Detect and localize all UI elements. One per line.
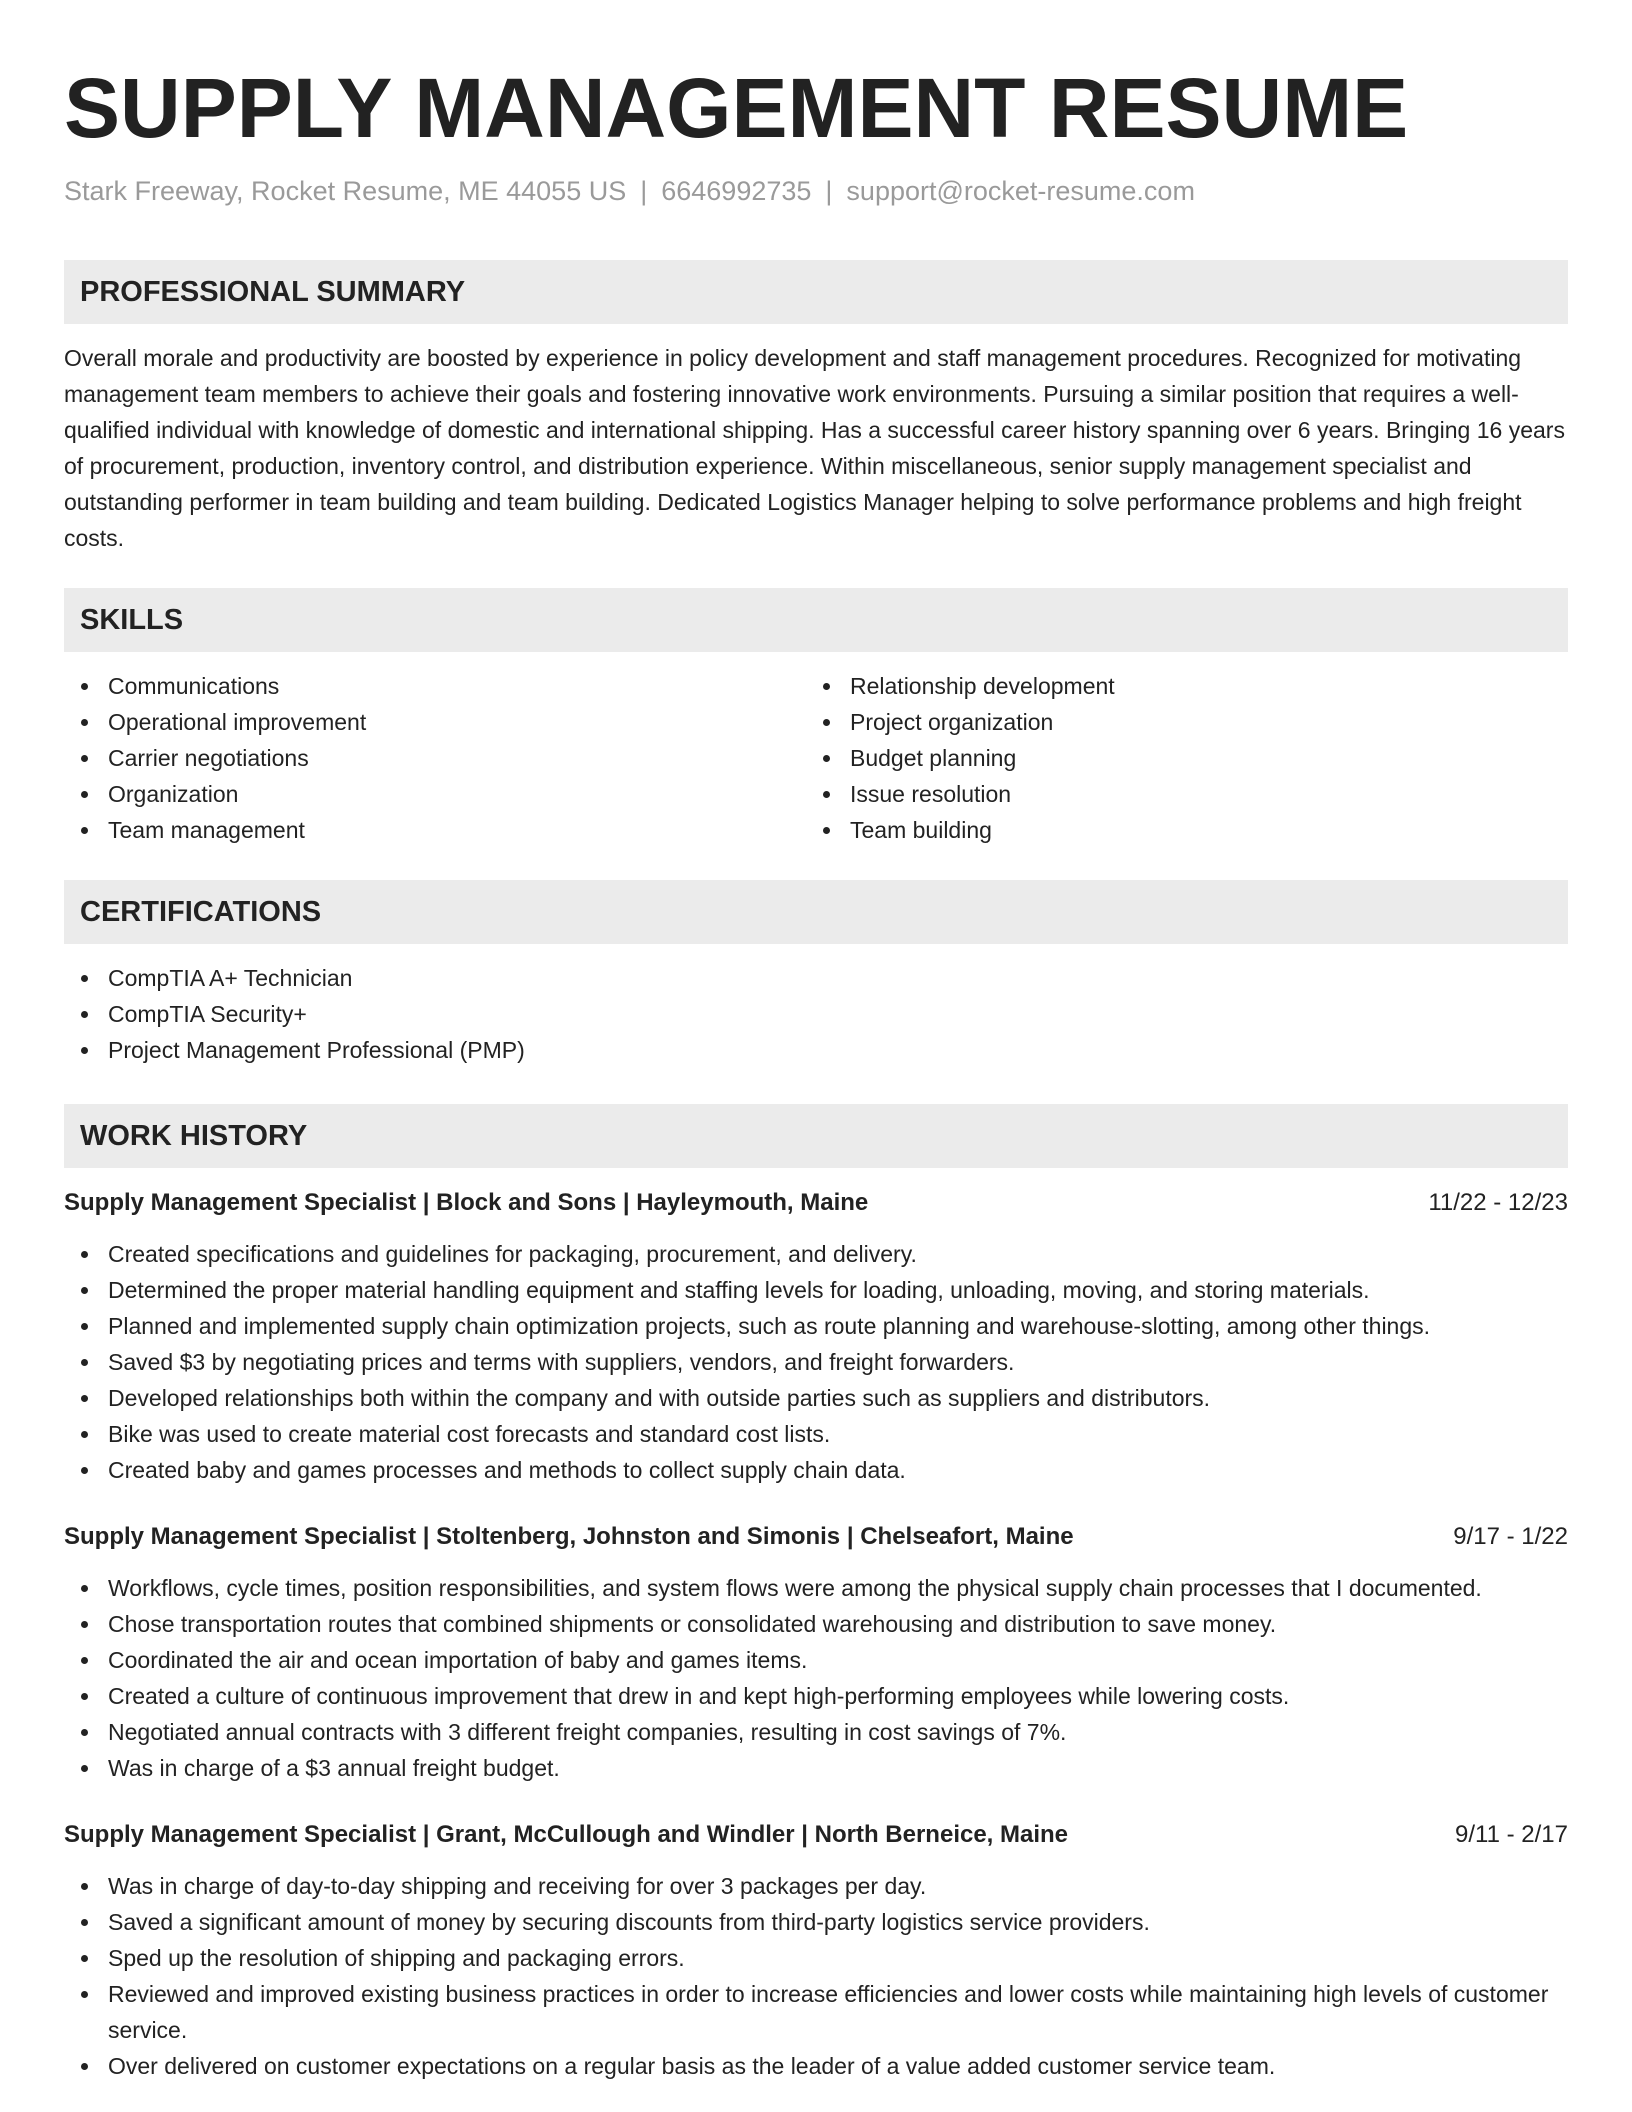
job-bullet: Was in charge of a $3 annual freight budget. [64, 1750, 1568, 1786]
job-bullet: Saved $3 by negotiating prices and terms with suppliers, vendors, and freight forwarders. [64, 1344, 1568, 1380]
job-bullet: Negotiated annual contracts with 3 different freight companies, resulting in cost savings of 7%. [64, 1714, 1568, 1750]
job-entry [64, 1818, 1568, 2084]
skill-item: Issue resolution [806, 776, 1548, 812]
job-bullet: Created specifications and guidelines for packaging, procurement, and delivery. [64, 1236, 1568, 1272]
job-header [64, 1520, 1568, 1554]
job-bullet: Sped up the resolution of shipping and packaging errors. [64, 1940, 1568, 1976]
job-bullet: Determined the proper material handling equipment and staffing levels for loading, unloading, moving, and storing materials. [64, 1272, 1568, 1308]
job-bullet-list [64, 1236, 1568, 1488]
job-entry [64, 1186, 1568, 1488]
skill-item: Operational improvement [64, 704, 806, 740]
certification-item: CompTIA A+ Technician [64, 960, 1568, 996]
job-bullet: Developed relationships both within the company and with outside parties such as suppliers and distributors. [64, 1380, 1568, 1416]
contact-email: support@rocket-resume.com [846, 176, 1195, 206]
section-heading-work-history: WORK HISTORY [64, 1104, 1568, 1168]
skill-item: Team building [806, 812, 1548, 848]
job-bullet: Saved a significant amount of money by securing discounts from third-party logistics service providers. [64, 1904, 1568, 1940]
skill-item: Communications [64, 668, 806, 704]
contact-phone: 6646992735 [661, 176, 812, 206]
job-bullet-list [64, 1570, 1568, 1786]
section-heading-certifications: CERTIFICATIONS [64, 880, 1568, 944]
skill-item: Budget planning [806, 740, 1548, 776]
certification-item: Project Management Professional (PMP) [64, 1032, 1568, 1068]
contact-separator: | [825, 176, 833, 206]
contact-line [64, 174, 1568, 208]
job-bullet-list [64, 1868, 1568, 2084]
job-title: Supply Management Specialist | Stoltenberg, Johnston and Simonis | Chelseafort, Maine [64, 1523, 1074, 1550]
job-dates: 11/22 - 12/23 [1428, 1189, 1568, 1216]
job-bullet: Reviewed and improved existing business practices in order to increase efficiencies and lower costs while maintaining high levels of customer service. [64, 1976, 1568, 2048]
job-bullet: Over delivered on customer expectations on a regular basis as the leader of a value added customer service team. [64, 2048, 1568, 2084]
job-dates: 9/17 - 1/22 [1453, 1523, 1568, 1550]
job-entry [64, 1520, 1568, 1786]
certification-item: CompTIA Security+ [64, 996, 1568, 1032]
job-bullet: Created baby and games processes and methods to collect supply chain data. [64, 1452, 1568, 1488]
job-dates: 9/11 - 2/17 [1455, 1821, 1568, 1848]
skill-item: Carrier negotiations [64, 740, 806, 776]
contact-address: Stark Freeway, Rocket Resume, ME 44055 US [64, 176, 627, 206]
job-bullet: Created a culture of continuous improvement that drew in and kept high-performing employees while lowering costs. [64, 1678, 1568, 1714]
job-title: Supply Management Specialist | Block and Sons | Hayleymouth, Maine [64, 1189, 869, 1216]
job-title: Supply Management Specialist | Grant, McCullough and Windler | North Berneice, Maine [64, 1821, 1069, 1848]
section-heading-skills: SKILLS [64, 588, 1568, 652]
skill-item: Project organization [806, 704, 1548, 740]
job-bullet: Bike was used to create material cost forecasts and standard cost lists. [64, 1416, 1568, 1452]
job-bullet: Workflows, cycle times, position responsibilities, and system flows were among the physical supply chain processes that I documented. [64, 1570, 1568, 1606]
resume-page [64, 0, 1568, 2084]
job-header [64, 1818, 1568, 1852]
job-bullet: Was in charge of day-to-day shipping and receiving for over 3 packages per day. [64, 1868, 1568, 1904]
skills-list-right [806, 668, 1548, 848]
skill-item: Team management [64, 812, 806, 848]
resume-title: SUPPLY MANAGEMENT RESUME [64, 61, 1409, 155]
job-header [64, 1186, 1568, 1220]
skill-item: Relationship development [806, 668, 1548, 704]
skills-list-left [64, 668, 806, 848]
skills-columns [64, 668, 1568, 848]
job-bullet: Chose transportation routes that combined shipments or consolidated warehousing and distribution to save money. [64, 1606, 1568, 1642]
contact-separator: | [640, 176, 648, 206]
summary-text: Overall morale and productivity are boosted by experience in policy development and staff management procedures. Recognized for motivating management team members to achieve their goals and fostering innovative work environments. Pursuing a similar position that requires a well-qualified individual with knowledge of domestic and international shipping. Has a successful career history spanning over 6 years. Bringing 16 years of procurement, production, inventory control, and distribution experience. Within miscellaneous, senior supply management specialist and outstanding performer in team building and team building. Dedicated Logistics Manager helping to solve performance problems and high freight costs. [64, 345, 1565, 551]
certifications-list [64, 960, 1568, 1068]
job-bullet: Coordinated the air and ocean importation of baby and games items. [64, 1642, 1568, 1678]
section-heading-summary: PROFESSIONAL SUMMARY [64, 260, 1568, 324]
skill-item: Organization [64, 776, 806, 812]
job-bullet: Planned and implemented supply chain optimization projects, such as route planning and warehouse-slotting, among other things. [64, 1308, 1568, 1344]
